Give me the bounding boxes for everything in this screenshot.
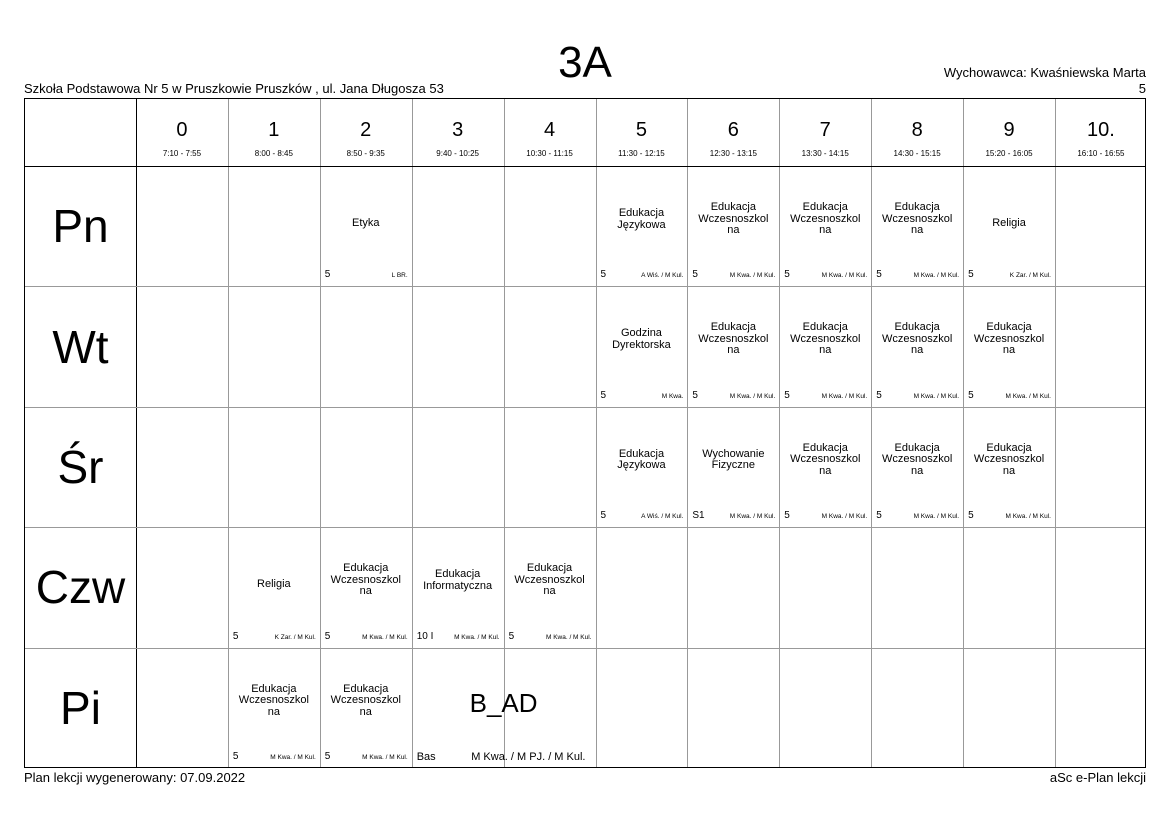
lesson-teacher: M Kwa. / M Kul. — [913, 513, 960, 521]
lesson-subject-line: Edukacja — [618, 447, 665, 460]
lesson-subject-line: Edukacja — [802, 441, 848, 454]
lesson-subject-line: na — [911, 344, 924, 357]
lesson-cell — [320, 166, 412, 286]
period-header — [1055, 99, 1147, 166]
lesson-subject-line: na — [819, 224, 832, 236]
lesson-subject-line: Wczesnoszkol — [698, 212, 769, 225]
school-name: Szkoła Podstawowa Nr 5 w Pruszkowie Pruszków , ul. Jana Długosza 53 — [24, 81, 444, 96]
period-time: 16:10 - 16:55 — [1077, 149, 1125, 158]
timetable-grid — [24, 98, 1146, 768]
lesson-subject-line: Wczesnoszkol — [330, 694, 401, 707]
lesson-subject-line: Edukacja — [435, 568, 481, 581]
grid-line-vertical — [1055, 99, 1056, 767]
period-number: 6 — [727, 119, 739, 141]
lesson-subject-line: Językowa — [617, 218, 666, 231]
lesson-teacher: M Kwa. / M Kul. — [821, 272, 868, 280]
lesson-room: 5 — [784, 269, 790, 281]
lesson-room: 5 — [968, 510, 974, 522]
lesson-subject-line: Edukacja — [251, 682, 297, 695]
lesson-teacher: M Kwa. / M Kul. — [913, 272, 960, 280]
lesson-subject-line: Wczesnoszkol — [238, 694, 309, 707]
lesson-subject-line: Edukacja — [894, 441, 940, 454]
lesson-cell — [779, 286, 871, 406]
lesson-cell — [228, 527, 320, 647]
lesson-subject — [963, 443, 1055, 478]
lesson-room: 5 — [600, 269, 607, 281]
lesson-subject — [412, 689, 596, 717]
period-header — [320, 99, 412, 166]
lesson-subject — [596, 328, 688, 351]
lesson-subject — [320, 218, 412, 230]
lesson-subject-line: Edukacja — [802, 321, 848, 334]
lesson-subject — [779, 443, 871, 478]
lesson-subject-line: Wczesnoszkol — [881, 212, 953, 225]
lesson-subject — [504, 563, 596, 598]
lesson-room: 5 — [968, 389, 974, 401]
lesson-teacher: M Kwa. / M Kul. — [1005, 513, 1051, 521]
lesson-teacher: M Kwa. / M Kul. — [913, 392, 960, 400]
lesson-subject — [779, 322, 871, 357]
lesson-cell — [596, 166, 688, 286]
lesson-subject-line: Wczesnoszkol — [973, 453, 1045, 466]
lesson-room: 5 — [968, 269, 974, 281]
lesson-cell — [320, 527, 412, 647]
day-label: Pi — [60, 681, 101, 734]
lesson-subject-line: Edukacja — [894, 201, 940, 213]
lesson-cell — [320, 648, 412, 768]
lesson-subject-line: Godzina — [620, 327, 662, 340]
lesson-room: 5 — [784, 510, 790, 522]
lesson-cell — [963, 286, 1055, 406]
lesson-cell — [687, 407, 779, 527]
lesson-room: 5 — [876, 510, 882, 522]
lesson-subject-line: Etyka — [351, 217, 380, 229]
lesson-room: 5 — [508, 630, 515, 642]
lesson-room: 5 — [232, 750, 239, 762]
lesson-subject-line: Wczesnoszkol — [514, 573, 585, 586]
lesson-subject-line: Edukacja — [802, 201, 848, 213]
lesson-teacher: M Kwa. / M Kul. — [1005, 392, 1051, 400]
lesson-cell — [596, 286, 688, 406]
lesson-cell — [963, 407, 1055, 527]
lesson-room: S1 — [692, 510, 705, 522]
lesson-teacher: A Wiś. / M Kul. — [641, 272, 684, 280]
lesson-teacher: M Kwa. / M Kul. — [821, 392, 868, 400]
lesson-cell — [687, 286, 779, 406]
lesson-subject-line: Edukacja — [710, 201, 756, 213]
lesson-teacher: M Kwa. / M Kul. — [729, 272, 776, 280]
lesson-cell — [687, 166, 779, 286]
lesson-subject — [596, 449, 688, 472]
lesson-subject-line: Wychowanie — [702, 447, 765, 460]
lesson-subject-line: na — [819, 464, 832, 477]
day-label: Wt — [52, 320, 109, 373]
lesson-subject — [687, 202, 779, 237]
lesson-subject-line: na — [727, 224, 740, 236]
period-time: 9:40 - 10:25 — [436, 149, 479, 158]
lesson-subject — [687, 322, 779, 357]
period-time: 7:10 - 7:55 — [162, 149, 202, 158]
period-number: 10. — [1087, 119, 1115, 141]
lesson-cell — [779, 407, 871, 527]
period-time: 13:30 - 14:15 — [801, 149, 849, 158]
period-time: 11:30 - 12:15 — [618, 149, 665, 158]
period-number: 5 — [635, 119, 647, 141]
lesson-teacher: M Kwa. / M Kul. — [454, 633, 500, 641]
lesson-room: 10 I — [416, 630, 434, 642]
lesson-subject-line: Edukacja — [526, 562, 573, 575]
lesson-room: 5 — [324, 269, 331, 281]
lesson-room: 5 — [784, 389, 790, 401]
period-time: 15:20 - 16:05 — [985, 149, 1033, 158]
day-label: Śr — [57, 440, 104, 493]
lesson-room: 5 — [692, 389, 698, 401]
lesson-teacher: A Wiś. / M Kul. — [641, 513, 684, 521]
period-header — [136, 99, 228, 166]
period-time: 14:30 - 15:15 — [893, 149, 941, 158]
lesson-subject — [963, 322, 1055, 357]
lesson-teacher: M Kwa. / M Kul. — [362, 633, 408, 641]
lesson-room: 5 — [324, 630, 331, 642]
lesson-subject — [779, 202, 871, 237]
lesson-room: 5 — [876, 269, 882, 281]
period-time: 8:50 - 9:35 — [346, 149, 385, 158]
lesson-subject — [871, 443, 963, 478]
lesson-subject-line: na — [911, 464, 924, 477]
form-teacher: Wychowawca: Kwaśniewska Marta — [943, 65, 1146, 80]
lesson-room: 5 — [692, 269, 698, 281]
period-number: 3 — [452, 119, 464, 141]
lesson-subject-line: Edukacja — [343, 562, 389, 575]
lesson-subject — [871, 322, 963, 357]
period-header — [228, 99, 320, 166]
lesson-teacher: L BR. — [391, 272, 408, 280]
lesson-subject-line: Edukacja — [618, 207, 665, 219]
lesson-subject-line: na — [1002, 344, 1016, 357]
period-header — [963, 99, 1055, 166]
lesson-subject-line: Informatyczna — [423, 579, 493, 592]
lesson-cell — [228, 648, 320, 768]
lesson-cell — [871, 286, 963, 406]
lesson-subject-line: Wczesnoszkol — [881, 453, 953, 466]
lesson-subject — [412, 569, 504, 592]
period-number: 2 — [360, 119, 372, 141]
lesson-teacher: M Kwa. / M PJ. / M Kul. — [471, 750, 586, 763]
day-label: Pn — [52, 200, 109, 253]
period-number: 9 — [1003, 119, 1015, 141]
app-brand: aSc e-Plan lekcji — [1049, 770, 1146, 785]
lesson-subject — [871, 202, 963, 237]
period-number: 4 — [543, 119, 556, 141]
period-number: 0 — [176, 119, 188, 141]
lesson-subject-line: Wczesnoszkol — [698, 332, 769, 345]
page-number: 5 — [1138, 81, 1146, 96]
lesson-cell — [871, 166, 963, 286]
lesson-subject-line: Wczesnoszkol — [790, 332, 861, 345]
period-time: 12:30 - 13:15 — [709, 149, 757, 158]
lesson-teacher: M Kwa. / M Kul. — [270, 753, 316, 761]
period-header — [871, 99, 963, 166]
lesson-subject-line: Wczesnoszkol — [881, 332, 953, 345]
lesson-subject — [228, 684, 320, 719]
lesson-teacher: K Zar. / M Kul. — [1009, 272, 1051, 280]
lesson-subject-line: na — [727, 344, 740, 357]
lesson-cell — [596, 407, 688, 527]
lesson-subject-line: Religia — [992, 217, 1026, 229]
lesson-cell — [504, 527, 596, 647]
lesson-subject-line: Edukacja — [343, 682, 389, 695]
lesson-cell — [412, 648, 596, 768]
lesson-subject-line: Dyrektorska — [612, 338, 671, 351]
lesson-teacher: K Zar. / M Kul. — [274, 633, 316, 641]
lesson-subject-line: Edukacja — [986, 441, 1032, 454]
lesson-room: Bas — [416, 750, 436, 763]
lesson-subject-line: Językowa — [617, 459, 666, 472]
lesson-cell — [779, 166, 871, 286]
day-label: Czw — [35, 561, 126, 614]
lesson-subject-line: Edukacja — [986, 321, 1032, 334]
lesson-teacher: M Kwa. / M Kul. — [362, 753, 408, 761]
class-title: 3A — [558, 38, 612, 87]
period-header — [412, 99, 504, 166]
lesson-subject-line: Fizyczne — [711, 459, 756, 472]
period-header — [687, 99, 779, 166]
lesson-subject-line: na — [267, 705, 280, 718]
period-number: 8 — [911, 119, 923, 141]
lesson-subject-line: Edukacja — [710, 321, 756, 334]
lesson-subject — [687, 449, 779, 472]
grid-line-vertical — [136, 99, 137, 767]
lesson-teacher: M Kwa. — [661, 392, 684, 400]
lesson-subject-line: na — [543, 585, 556, 598]
lesson-subject-line: Wczesnoszkol — [790, 212, 861, 225]
period-time: 10:30 - 11:15 — [526, 149, 573, 158]
lesson-room: 5 — [232, 630, 239, 642]
lesson-cell — [871, 407, 963, 527]
lesson-subject-line: Edukacja — [894, 321, 940, 334]
lesson-teacher: M Kwa. / M Kul. — [545, 633, 592, 641]
lesson-subject — [963, 218, 1055, 230]
lesson-subject-line: B_AD — [469, 687, 538, 718]
lesson-teacher: M Kwa. / M Kul. — [729, 513, 776, 521]
generated-date: Plan lekcji wygenerowany: 07.09.2022 — [24, 770, 246, 785]
lesson-subject-line: na — [1002, 464, 1016, 477]
lesson-subject-line: na — [359, 705, 372, 718]
lesson-subject-line: na — [819, 344, 832, 357]
lesson-room: 5 — [876, 389, 882, 401]
lesson-cell — [963, 166, 1055, 286]
lesson-subject-line: Wczesnoszkol — [330, 573, 401, 586]
lesson-cell — [412, 527, 504, 647]
period-time: 8:00 - 8:45 — [254, 149, 293, 158]
period-header — [779, 99, 871, 166]
period-header — [504, 99, 596, 166]
lesson-subject — [228, 579, 320, 591]
lesson-room: 5 — [600, 510, 607, 522]
period-header — [596, 99, 688, 166]
period-number: 1 — [268, 119, 280, 141]
lesson-subject-line: Wczesnoszkol — [790, 453, 861, 466]
lesson-subject-line: Religia — [257, 578, 291, 591]
lesson-teacher: M Kwa. / M Kul. — [821, 513, 868, 521]
lesson-subject-line: na — [359, 585, 372, 598]
lesson-room: 5 — [324, 750, 331, 762]
lesson-subject — [320, 563, 412, 598]
lesson-room: 5 — [600, 389, 607, 401]
lesson-subject — [320, 684, 412, 719]
lesson-subject — [596, 208, 688, 231]
lesson-subject-line: na — [911, 224, 924, 236]
period-number: 7 — [819, 119, 831, 141]
lesson-teacher: M Kwa. / M Kul. — [729, 392, 776, 400]
lesson-subject-line: Wczesnoszkol — [973, 332, 1045, 345]
